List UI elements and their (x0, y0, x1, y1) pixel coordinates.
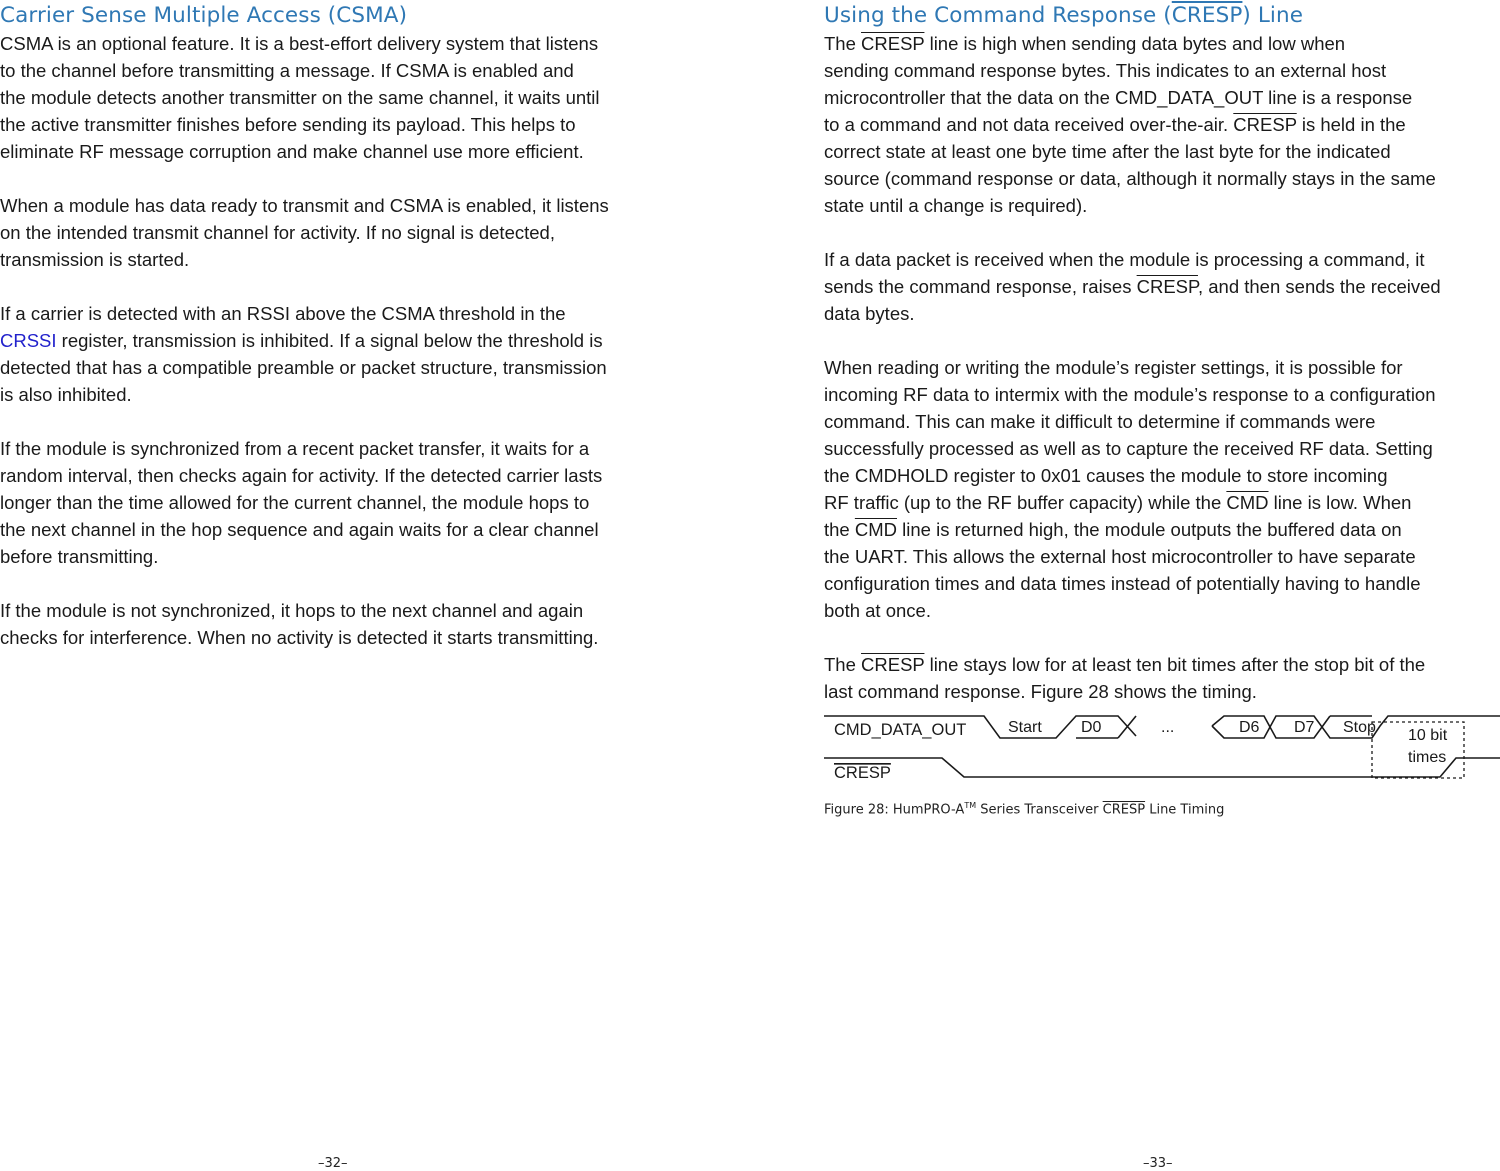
csma-paragraph-4: If the module is synchronized from a recent packet transfer, it waits for a random interval, then checks again for activity. If the detected carrier lasts longer than the time allowed for the current channel, the module hops to the next channel in the hop sequence and again waits for a clear channel before transmitting. (0, 438, 603, 567)
bit-label-stop: Stop (1343, 719, 1376, 736)
left-page (0, 0, 690, 678)
bit-label-ellipsis: ... (1161, 719, 1175, 736)
figure-28-caption: Figure 28: HumPRO-A™ Series Transceiver CRESP Line Timing (824, 801, 1225, 818)
cresp-paragraph-4: The CRESP line stays low for at least ten bit times after the stop bit of the last command response. Figure 28 shows the timing. (824, 654, 1426, 702)
csma-paragraph-5: If the module is not synchronized, it hops to the next channel and again checks for interference. When no activity is detected it starts transmitting. (0, 600, 599, 648)
cresp-waveform (824, 758, 1500, 777)
csma-paragraph-3: If a carrier is detected with an RSSI above the CSMA threshold in the CRSSI register, transmission is inhibited. If a signal below the threshold is detected that has a compatible preamble or packet structure, transmission is also inhibited. (0, 303, 607, 405)
signal-label-cresp: CRESP (834, 764, 891, 782)
signal-label-cmd-data-out: CMD_DATA_OUT (834, 721, 967, 739)
cresp-paragraph-1: The CRESP line is high when sending data bytes and low when sending command response bytes. This indicates to an external host microcontroller that the data on the CMD_DATA_OUT line is a response to a command and not data received over-the-air. CRESP is held in the correct state at least one byte time after the last byte for the indicated source (command response or data, although it normally stays in the same state until a change is required). (824, 33, 1436, 216)
cresp-paragraph-3: When reading or writing the module’s register settings, it is possible for incoming RF data to intermix with the module’s response to a configuration command. This can make it difficult to determine if commands were successfully processed as well as to capture the received RF data. Setting the CMDHOLD register to 0x01 causes the module to store incoming RF traffic (up to the RF buffer capacity) while the $\overline{CMD}$ line is low. When the $\overline{CMD}$ line is returned high, the module outputs the buffered data on the UART. This allows the external host microcontroller to have separate configuration times and data times instead of potentially having to handle both at once. (824, 357, 1436, 621)
cresp-paragraph-2: If a data packet is received when the module is processing a command, it sends the command response, raises CRESP, and then sends the received data bytes. (824, 249, 1441, 324)
bit-label-d7: D7 (1294, 719, 1315, 736)
right-page (824, 0, 1500, 732)
bit-label-start: Start (1008, 719, 1042, 736)
ten-bit-label-1: 10 bit (1408, 727, 1448, 744)
bit-label-d0: D0 (1081, 719, 1102, 736)
page-number-33: –33– (1143, 1156, 1173, 1171)
cresp-heading: Using the Command Response (CRESP) Line (824, 3, 1304, 28)
cresp-timing-diagram (824, 708, 1500, 788)
csma-paragraph-1: CSMA is an optional feature. It is a best-effort delivery system that listens to the channel before transmitting a message. If CSMA is enabled and the module detects another transmitter on the same channel, it waits until the active transmitter finishes before sending its payload. This helps to eliminate RF message corruption and make channel use more efficient. (0, 33, 600, 162)
crssi-link[interactable]: CRSSI (0, 330, 57, 351)
csma-paragraph-2: When a module has data ready to transmit and CSMA is enabled, it listens on the intended transmit channel for activity. If no signal is detected, transmission is started. (0, 195, 609, 270)
csma-heading: Carrier Sense Multiple Access (CSMA) (0, 3, 408, 28)
ten-bit-label-2: times (1408, 749, 1447, 766)
bit-label-d6: D6 (1239, 719, 1260, 736)
page-number-32: –32– (318, 1156, 348, 1171)
